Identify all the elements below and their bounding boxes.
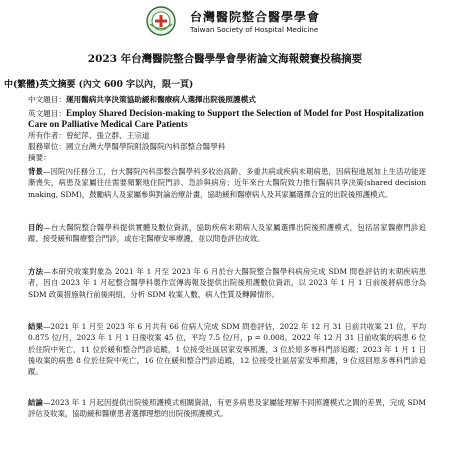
aim-paragraph [28, 222, 426, 245]
conclusion-lead: 結論 [28, 398, 44, 407]
result-lead: 結果 [28, 322, 43, 331]
org-name-en: Taiwan Society of Hospital Medicine [190, 25, 319, 34]
zh-title: 運用醫病共享決策協助緩和醫療病人選擇出院後照護模式 [65, 95, 256, 104]
background-paragraph [28, 166, 426, 200]
authors-row [28, 131, 428, 141]
method-text: —本研究收案對象為 2021 年 1 月至 2023 年 6 月於台大醫院整合醫學科病房完成 SDM 問卷評估的末期疾病患者，因自 2023 年 1 月起整合醫學科製作宣傳海報及提供出院後照護數位資訊，以 2023 年 1 月 1 日前後將病患分為 SDM 政策措施執行前後兩組，分析 SDM 收案人數、病人性質及轉歸情形。 [28, 267, 426, 299]
zh-title-row [28, 95, 428, 105]
result-paragraph [28, 321, 426, 377]
background-lead: 背景 [28, 167, 44, 176]
background-text: —因院內任務分工，台大醫院內科部整合醫學科多收治高齡、多重共病或疾病末期病患，因病程進展加上生活功能逐漸喪失，病患及家屬往往需要頻繁地住院門診、急診與病房；近年來台大醫院致力推行醫病共享決策(shared decision making, SDM)，鼓勵病人及家屬參與對論治療計畫，協助緩和醫療病人及其家屬選擇合宜的出院後照護模式。 [28, 167, 426, 199]
zh-title-label: 中文題目： [28, 95, 66, 104]
method-paragraph [28, 266, 426, 300]
en-title: Employ Shared Decision-making to Support the Selection of Model for Post Hospitalization Care on Palliative Medical Care Patients [28, 108, 424, 129]
document-title: 2023 年台灣醫院整合醫學學會學術論文海報競賽投稿摘要 [87, 53, 363, 65]
authors-label: 所有作者： [28, 131, 66, 140]
conclusion-paragraph [28, 397, 426, 420]
result-text: —2021 年 1 月至 2023 年 6 月共有 66 位病人完成 SDM 問卷評估，2022 年 12 月 31 日前共收案 21 位，平均 0.875 位/月，2023 年 1 月 1 日後收案 45 位，平均 7.5 位/月，p = 0.008。2022 年 12 月 31 日前收案的病患 6 位於住院中死亡，11 位於緩和整合門診追蹤，1 位接受社區居家安寧照護，3 位於原多專科門診追蹤；2023 年 1 月 1 日後收案的病患 8 位於住院中死亡，16 位在緩和整合門診追蹤，12 位接受社區居家安寧照護，9 位返回原多專科門診追蹤。 [28, 322, 426, 377]
org-name-zh: 台灣醫院整合醫學學會 [190, 10, 321, 24]
method-lead: 方法 [28, 267, 44, 276]
en-title-row [28, 108, 428, 130]
org-header [146, 6, 436, 36]
affiliation-label: 服務單位： [28, 142, 66, 151]
affiliation-row [28, 142, 428, 152]
affiliation: 國立台灣大學醫學院附設醫院內科部整合醫學科 [65, 142, 226, 151]
document-subtitle: 中(繁體)英文摘要 (內文 600 字以內，限一頁) [4, 80, 194, 90]
aim-lead: 目的 [28, 223, 44, 232]
society-logo [146, 6, 176, 36]
aim-text: —台大醫院整合醫學科提供實體及數位資訊，協助疾病末期病人及家屬選擇出院後照護模式，包括居家醫療門診追蹤、接受緩和醫療整合門診，或在宅醫療安寧療護，並以問卷評估成效。 [28, 223, 426, 244]
authors: 曾紀萍、張立群、王宗道 [65, 131, 150, 140]
abstract-label: 摘要： [28, 153, 51, 162]
conclusion-text: —2023 年 1 月起因提供出院後照護模式相關資訊，有更多病患及家屬能理解不同照護模式之間的差異，完成 SDM 評估及收案，協助緩和醫療患者選擇理想的出院後照護模式。 [28, 398, 426, 419]
en-title-label: 英文題目： [28, 109, 66, 118]
